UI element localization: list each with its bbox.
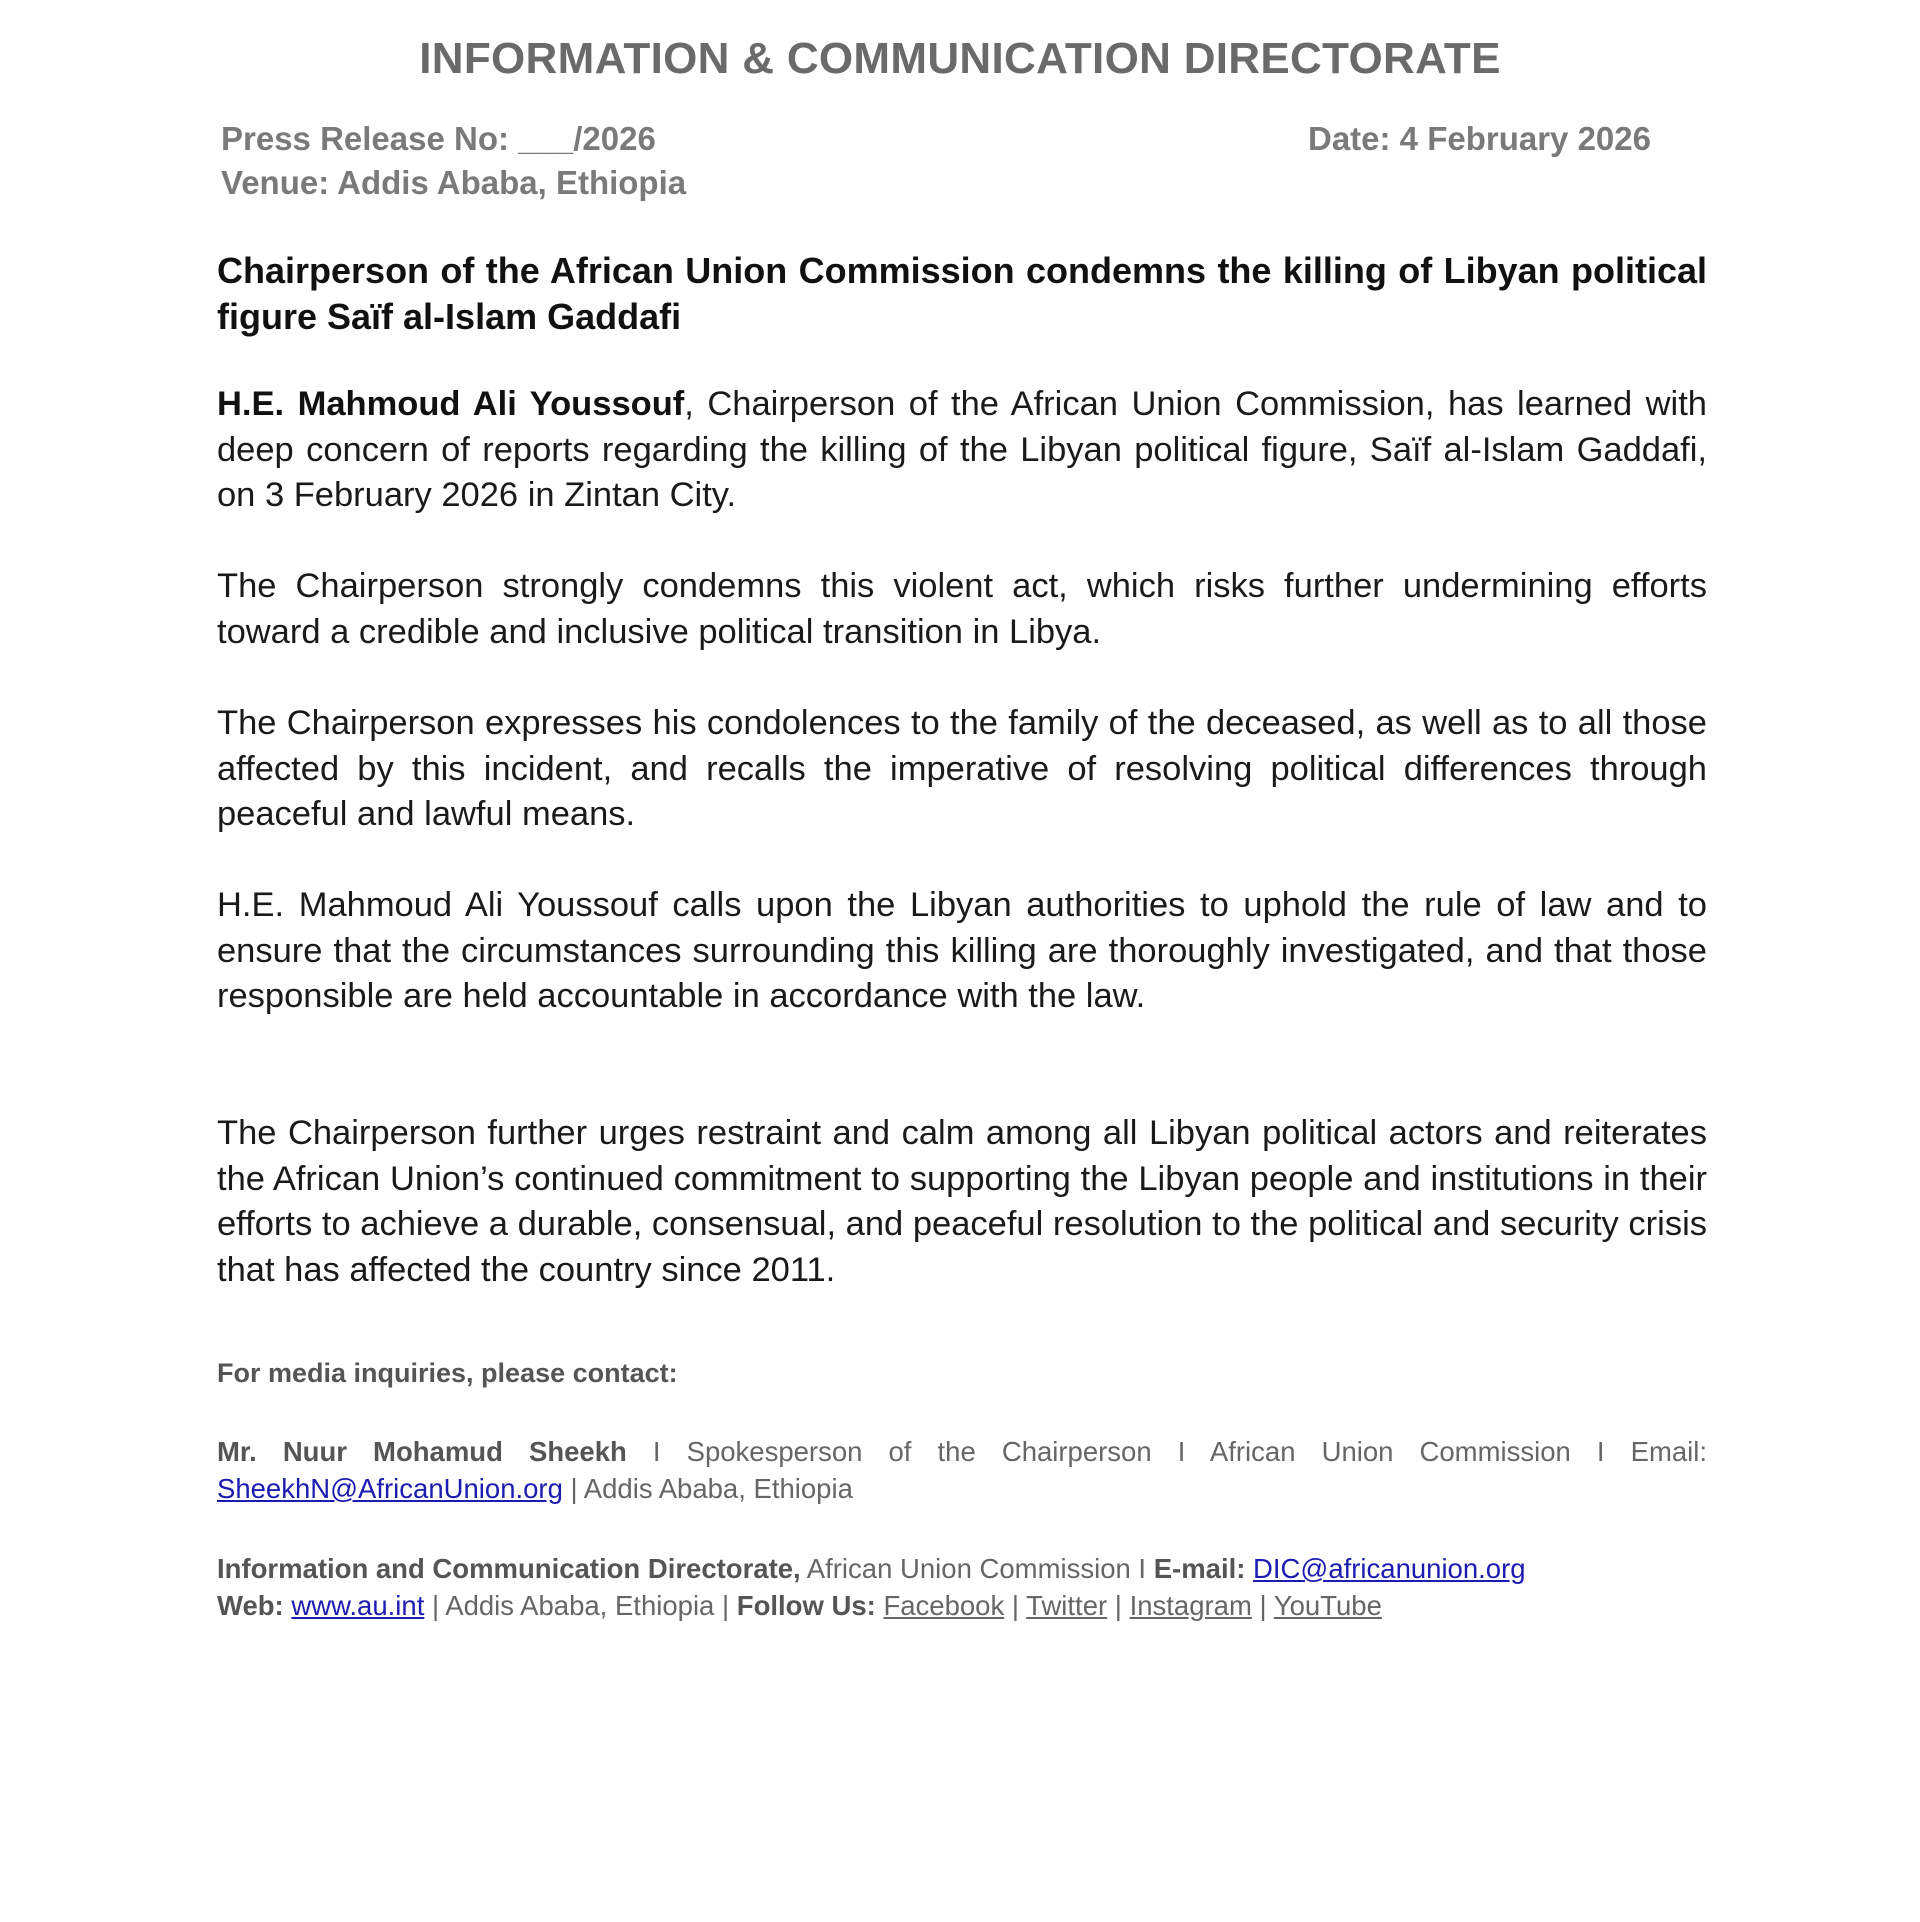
release-title: Chairperson of the African Union Commission condemns the killing of Libyan political figure Saïf al-Islam Gaddafi <box>217 250 1707 337</box>
instagram-link[interactable]: Instagram <box>1129 1590 1252 1621</box>
spokesperson-contact <box>217 1433 1707 1507</box>
directorate-heading: INFORMATION & COMMUNICATION DIRECTORATE <box>419 34 1501 83</box>
directorate-email-label: E-mail: <box>1153 1553 1246 1584</box>
release-date: Date: 4 February 2026 <box>1307 120 1651 157</box>
paragraph-4: H.E. Mahmoud Ali Youssouf calls upon the Libyan authorities to uphold the rule of law and to ensure that the circumstances surrounding this killing are thoroughly investigated, and that those responsible are held accountable in accordance with the law. <box>217 886 1707 1015</box>
spokesperson-email-link[interactable]: SheekhN@AfricanUnion.org <box>217 1473 563 1504</box>
media-contact-heading: For media inquiries, please contact: <box>217 1358 678 1388</box>
twitter-link[interactable]: Twitter <box>1026 1590 1108 1621</box>
social-separator: | <box>1251 1590 1274 1621</box>
web-label: Web: <box>217 1590 284 1621</box>
press-release-number: Press Release No: ___/2026 <box>221 120 656 157</box>
paragraph-1-text: , Chairperson of the African Union Commission, has learned with deep concern of reports regarding the killing of the Libyan political figure, Saïf al-Islam Gaddafi, on 3 February 2026 in Zintan City. <box>217 385 1707 514</box>
directorate-contact <box>217 1550 1707 1624</box>
release-venue: Venue: Addis Ababa, Ethiopia <box>221 164 687 201</box>
spokesperson-name: Mr. Nuur Mohamud Sheekh <box>217 1436 627 1467</box>
spokesperson-location: | Addis Ababa, Ethiopia <box>562 1473 853 1504</box>
web-location: | Addis Ababa, Ethiopia | <box>424 1590 737 1621</box>
website-link[interactable]: www.au.int <box>291 1590 425 1621</box>
facebook-link[interactable]: Facebook <box>883 1590 1005 1621</box>
paragraph-2: The Chairperson strongly condemns this violent act, which risks further undermining efforts toward a credible and inclusive political transition in Libya. <box>217 567 1707 651</box>
directorate-name: Information and Communication Directorate, <box>217 1553 801 1584</box>
directorate-org: African Union Commission I <box>800 1553 1154 1584</box>
directorate-email-link[interactable]: DIC@africanunion.org <box>1253 1553 1526 1584</box>
social-separator: | <box>1004 1590 1027 1621</box>
chairperson-name: H.E. Mahmoud Ali Youssouf <box>217 385 685 423</box>
youtube-link[interactable]: YouTube <box>1273 1590 1382 1621</box>
release-meta <box>221 117 1651 205</box>
spokesperson-role: I Spokesperson of the Chairperson I African Union Commission I Email: <box>626 1436 1708 1467</box>
paragraph-3: The Chairperson expresses his condolences to the family of the deceased, as well as to all those affected by this incident, and recalls the imperative of resolving political differences through peaceful and lawful means. <box>217 704 1707 833</box>
paragraph-1 <box>217 382 1707 519</box>
social-separator: | <box>1107 1590 1130 1621</box>
paragraph-5: The Chairperson further urges restraint and calm among all Libyan political actors and reiterates the African Union’s continued commitment to supporting the Libyan people and institutions in their efforts to achieve a durable, consensual, and peaceful resolution to the political and security crisis that has affected the country since 2011. <box>217 1114 1707 1289</box>
follow-us-label: Follow Us: <box>736 1590 876 1621</box>
